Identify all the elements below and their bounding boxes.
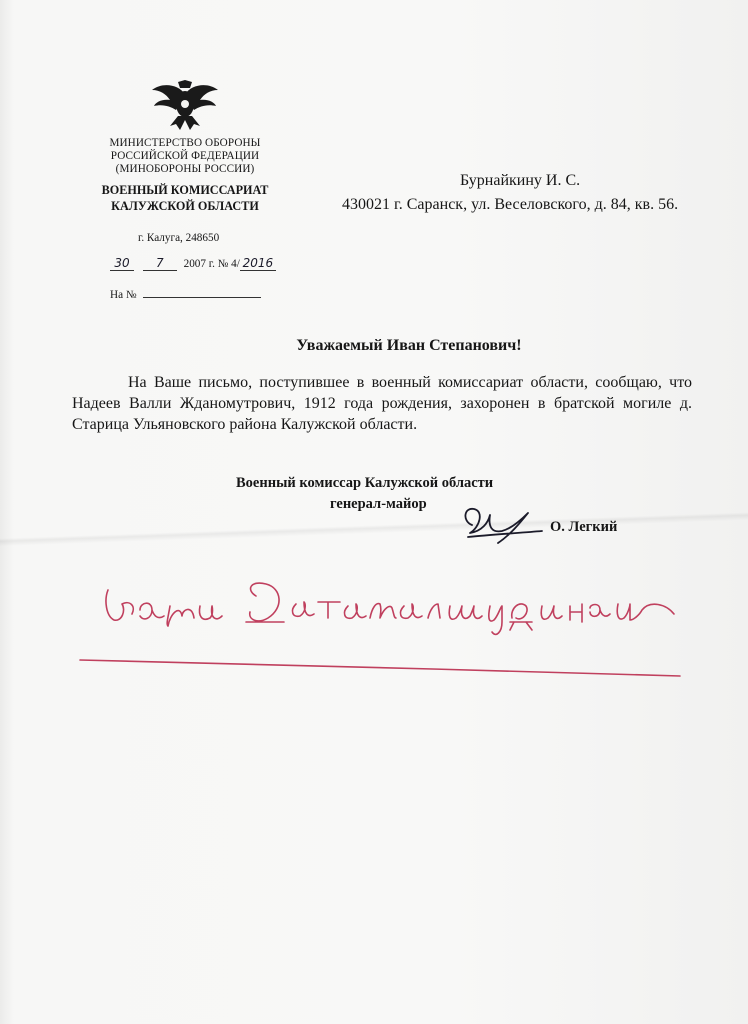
date-month: 7 xyxy=(143,256,177,271)
date-year-text: 2007 г. № 4/ xyxy=(183,258,240,270)
handwritten-signature xyxy=(458,487,548,549)
na-blank xyxy=(143,285,261,298)
date-line xyxy=(110,256,276,271)
greeting: Уважаемый Иван Степанович! xyxy=(296,337,522,354)
ref-number: 2016 xyxy=(240,256,276,271)
eagle-emblem-icon xyxy=(148,80,222,134)
signatory-title-1: Военный комиссар Калужской области xyxy=(236,475,494,491)
handwritten-name-note xyxy=(70,560,720,690)
city-postcode: г. Калуга, 248650 xyxy=(138,232,220,244)
na-number-line xyxy=(110,285,261,301)
signatory-title-2: генерал-майор xyxy=(330,496,427,512)
signatory-name: О. Легкий xyxy=(550,519,618,535)
ministry-line-2: РОССИЙСКОЙ ФЕДЕРАЦИИ xyxy=(110,150,260,162)
letter-body: На Ваше письмо, поступившее в военный комиссариат области, сообщаю, что Надеев Валли Жданомутрович, 1912 года рождения, захоронен в братской могиле д. Старица Ульяновского района Калужской области. xyxy=(72,374,692,433)
organization-line-2: КАЛУЖСКОЙ ОБЛАСТИ xyxy=(111,199,259,213)
recipient-address: 430021 г. Саранск, ул. Веселовского, д. 84, кв. 56. xyxy=(342,196,679,213)
recipient-name: Бурнайкину И. С. xyxy=(460,172,581,189)
date-day: 30 xyxy=(110,256,134,271)
na-label: На № xyxy=(110,289,137,301)
ministry-line-1: МИНИСТЕРСТВО ОБОРОНЫ xyxy=(109,137,261,149)
organization-line-1: ВОЕННЫЙ КОМИССАРИАТ xyxy=(101,183,269,197)
ministry-line-3: (МИНОБОРОНЫ РОССИИ) xyxy=(115,163,255,175)
